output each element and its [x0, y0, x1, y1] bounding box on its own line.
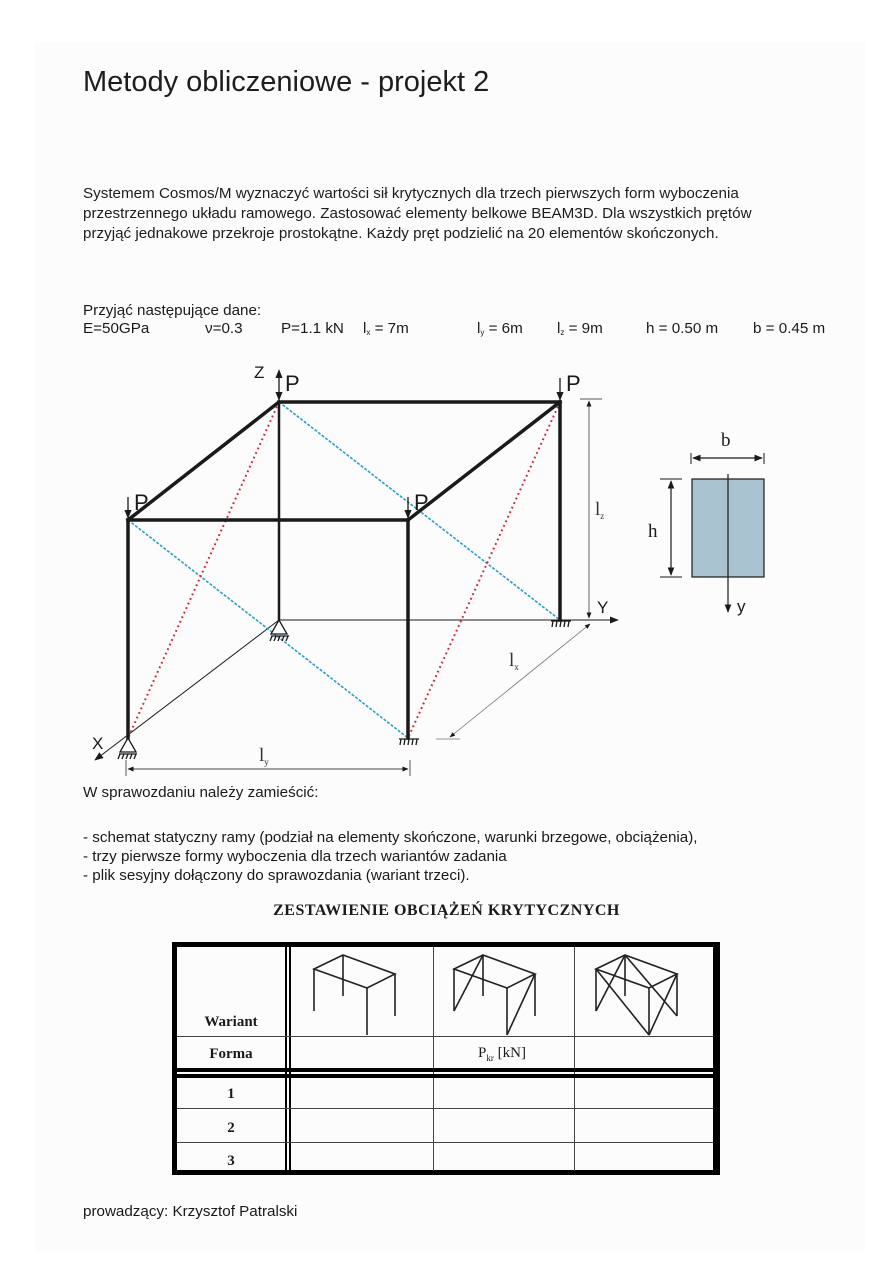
cross-section: [648, 430, 764, 616]
axis-label-x: X: [92, 734, 104, 753]
dim-label-ly: $l_y$: [259, 745, 269, 767]
header-variant: Wariant: [204, 1014, 258, 1030]
value-cell[interactable]: [434, 1109, 574, 1142]
header-form: Forma: [209, 1046, 253, 1062]
load-label-P: P: [285, 371, 300, 396]
given-b: b = 0.45 m: [753, 320, 826, 337]
report-requirements-list: [83, 828, 698, 885]
given-nu: ν=0.3: [205, 320, 243, 337]
axis-label-y: Y: [597, 598, 609, 617]
value-cell[interactable]: [575, 1079, 713, 1108]
critical-loads-table: [172, 942, 720, 1175]
task-line: Systemem Cosmos/M wyznaczyć wartości sił krytycznych dla trzech pierwszych form wyboczenia: [83, 185, 739, 202]
pinned-support-icon: [270, 620, 289, 641]
report-item: - schemat statyczny ramy (podział na elementy skończone, warunki brzegowe, obciążenia),: [83, 829, 698, 846]
fixed-support-icon: [399, 739, 419, 745]
task-line: przyjąć jednakowe przekroje prostokątne. Każdy pręt podzielić na 20 elementów skończonych.: [83, 225, 719, 242]
value-cell[interactable]: [291, 1109, 433, 1142]
header-pkr: $P_{kr}$ [kN]: [478, 1045, 526, 1063]
task-line: przestrzennego układu ramowego. Zastosować elementy belkowe BEAM3D. Dla wszystkich prętów: [83, 205, 752, 222]
frame-no-bracing-icon: [314, 955, 395, 1035]
table-title: ZESTAWIENIE OBCIĄŻEŃ KRYTYCZNYCH: [273, 902, 620, 919]
given-lz: $l_z = 9m$: [557, 320, 603, 337]
row-form-2: 2: [227, 1120, 235, 1136]
ground-axes: [95, 370, 618, 760]
given-ly: $l_y = 6m$: [477, 320, 523, 337]
load-label-P: P: [134, 490, 149, 515]
dim-label-lz: $l_z$: [595, 499, 605, 521]
section-label-b: b: [721, 430, 731, 451]
value-cell[interactable]: [575, 1143, 713, 1170]
report-item: - trzy pierwsze formy wyboczenia dla trzech wariantów zadania: [83, 848, 507, 865]
variant-icons: [291, 947, 713, 1036]
row-form-3: 3: [227, 1153, 235, 1169]
dimension-lx: [436, 624, 590, 739]
dim-label-lx: $l_x$: [509, 650, 519, 672]
value-cell[interactable]: [575, 1109, 713, 1142]
given-P: P=1.1 kN: [281, 320, 344, 337]
load-label-P: P: [566, 371, 581, 396]
frame-cross-bracing-icon: [596, 955, 677, 1035]
value-cell[interactable]: [291, 1079, 433, 1108]
frame-single-bracing-icon: [454, 955, 535, 1035]
given-lx: $l_x = 7m$: [363, 320, 409, 337]
given-data-heading: Przyjąć następujące dane:: [83, 302, 262, 319]
fixed-support-icon: [551, 621, 571, 627]
given-E: E=50GPa: [83, 320, 150, 337]
load-labels: [134, 371, 581, 515]
value-cell[interactable]: [291, 1143, 433, 1170]
row-form-1: 1: [227, 1086, 235, 1102]
page-title: Metody obliczeniowe - projekt 2: [83, 66, 490, 98]
pinned-support-icon: [118, 738, 137, 759]
value-cell[interactable]: [434, 1079, 574, 1108]
load-label-P: P: [414, 490, 429, 515]
footer-instructor: prowadzący: Krzysztof Patralski: [83, 1203, 298, 1220]
load-arrows: [128, 378, 560, 518]
report-heading: W sprawozdaniu należy zamieścić:: [83, 784, 319, 801]
section-label-h: h: [648, 521, 658, 542]
section-axis-y: y: [737, 597, 746, 616]
given-h: h = 0.50 m: [646, 320, 719, 337]
axis-label-z: Z: [254, 363, 265, 382]
value-cell[interactable]: [434, 1143, 574, 1170]
report-item: - plik sesyjny dołączony do sprawozdania (wariant trzeci).: [83, 867, 470, 884]
